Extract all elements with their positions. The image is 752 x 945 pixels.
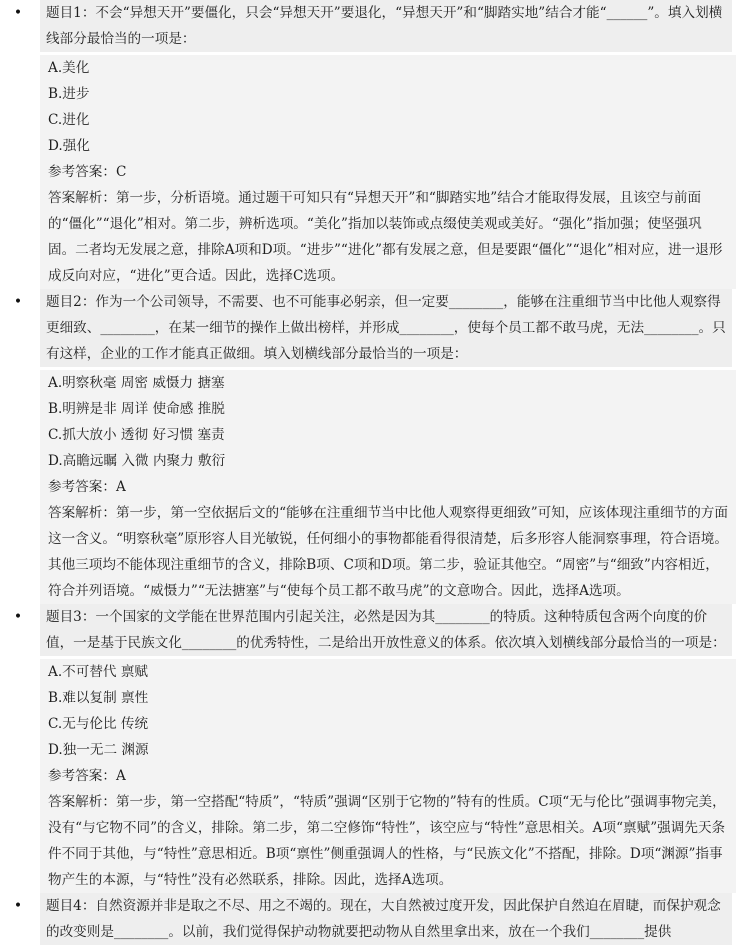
question-1 xyxy=(0,0,752,289)
option-a: A.美化 xyxy=(48,60,90,76)
answer-explanation: 答案解析：第一步，第一空依据后文的“能够在注重细节当中比他人观察得更细致”可知，应该体现注重细节的方面这一含义。“明察秋毫”原形容人目光敏锐，任何细小的事物都能看得很清楚，后多形容人能洞察事理，符合语境。其他三项均不能体现注重细节的含义，排除B项、C项和D项。第二步，验证其他空。“周密”与“细致”内容相近，符合并列语境。“威慑力”“无法搪塞”与“使每个员工都不敢马虎”的文意吻合。因此，选择A选项。 xyxy=(40,500,736,604)
question-stem-text: 题目1：不会“异想天开”要僵化，只会“异想天开”要退化，“异想天开”和“脚踏实地”结合才能“______”。填入划横线部分最恰当的一项是： xyxy=(46,5,723,47)
answer-explanation: 答案解析：第一步，分析语境。通过题干可知只有“异想天开”和“脚踏实地”结合才能取得发展，且该空与前面的“僵化”“退化”相对。第二步，辨析选项。“美化”指加以装饰或点缀使美观或美好。“强化”指加强；使坚强巩固。二者均无发展之意，排除A项和D项。“进步”“进化”都有发展之意，但是要跟“僵化”“退化”相对应，进一退形成反向对应，“进化”更合适。因此，选择C选项。 xyxy=(40,185,736,289)
option-b: B.难以复制 禀性 xyxy=(48,690,149,706)
option-d: D.强化 xyxy=(48,138,90,154)
option-d: D.独一无二 渊源 xyxy=(48,742,149,758)
reference-answer: 参考答案：C xyxy=(40,159,736,185)
question-3 xyxy=(0,604,752,893)
question-4 xyxy=(0,893,752,945)
option-b: B.明辨是非 周详 使命感 推脱 xyxy=(48,401,225,417)
option-a: A.明察秋毫 周密 威慑力 搪塞 xyxy=(48,375,225,391)
question-stem-text: 题目2：作为一个公司领导，不需要、也不可能事必躬亲，但一定要________，能够在注重细节当中比他人观察得更细致、________，在某一细节的操作上做出榜样，并形成________，使每个员工都不敢马虎，无法________。只有这样，企业的工作才能真正做细。填入划横线部分最恰当的一项是： xyxy=(46,294,726,362)
question-2 xyxy=(0,289,752,604)
options-list xyxy=(40,370,736,474)
question-stem xyxy=(13,0,732,52)
question-stem-text: 题目4：自然资源并非是取之不尽、用之不竭的。现在，大自然被过度开发，因此保护自然迫在眉睫，而保护观念的改变则是________。以前，我们觉得保护动物就要把动物从自然里拿出来，放在一个我们________提供 xyxy=(46,898,721,940)
option-a: A.不可替代 禀赋 xyxy=(48,664,149,680)
option-c: C.进化 xyxy=(48,112,90,128)
options-list xyxy=(40,659,736,763)
bullet-icon: • xyxy=(13,294,23,310)
question-stem xyxy=(13,893,732,945)
question-stem xyxy=(13,604,732,656)
question-stem-text: 题目3：一个国家的文学能在世界范围内引起关注，必然是因为其________的特质。这种特质包含两个向度的价值，一是基于民族文化________的优秀特性，二是给出开放性意义的体系。依次填入划横线部分最恰当的一项是： xyxy=(46,609,726,651)
option-c: C.抓大放小 透彻 好习惯 塞责 xyxy=(48,427,225,443)
question-stem xyxy=(13,289,732,367)
bullet-icon: • xyxy=(13,898,23,914)
options-list xyxy=(40,55,736,159)
option-c: C.无与伦比 传统 xyxy=(48,716,149,732)
option-b: B.进步 xyxy=(48,86,90,102)
bullet-icon: • xyxy=(13,609,23,625)
option-d: D.高瞻远瞩 入微 内聚力 敷衍 xyxy=(48,453,226,469)
answer-explanation: 答案解析：第一步，第一空搭配“特质”，“特质”强调“区别于它物的”特有的性质。C项“无与伦比”强调事物完美，没有“与它物不同”的含义，排除。第二步，第二空修饰“特性”，该空应与“特性”意思相关。A项“禀赋”强调先天条件不同于其他，与“特性”意思相近。B项“禀性”侧重强调人的性格，与“民族文化”不搭配，排除。D项“渊源”指事物产生的本源，与“特性”没有必然联系，排除。因此，选择A选项。 xyxy=(40,789,736,893)
bullet-icon: • xyxy=(13,5,23,21)
reference-answer: 参考答案：A xyxy=(40,763,736,789)
reference-answer: 参考答案：A xyxy=(40,474,736,500)
